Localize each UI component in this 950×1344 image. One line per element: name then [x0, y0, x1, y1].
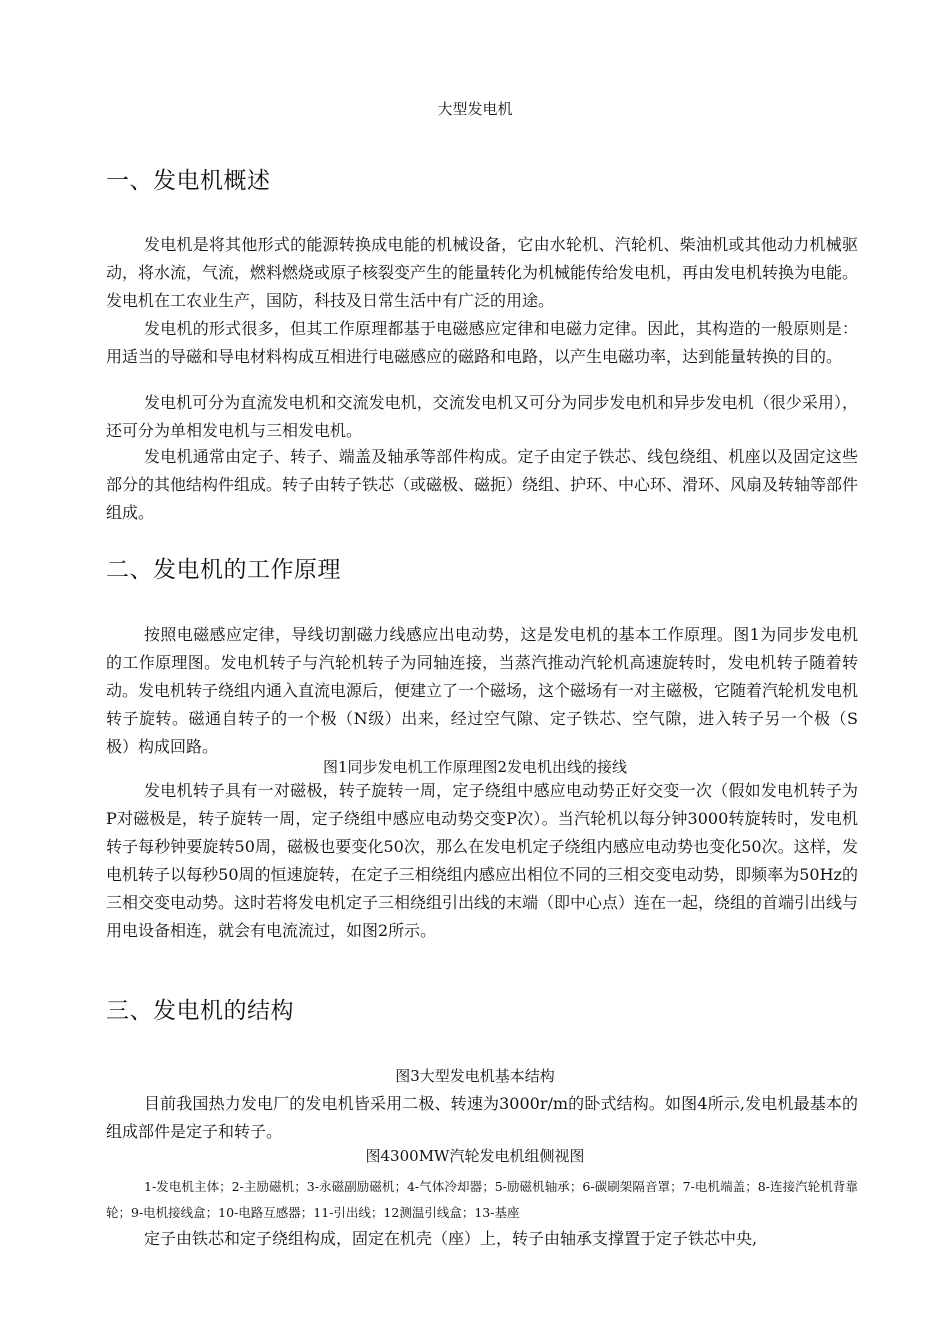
paragraph-overview-definition: 发电机是将其他形式的能源转换成电能的机械设备，它由水轮机、汽轮机、柴油机或其他动力机械驱动，将水流，气流，燃料燃烧或原子核裂变产生的能量转化为机械能传给发电机，再由发电机转换为电能。发电机在工农业生产，国防，科技及日常生活中有广泛的用途。	[106, 235, 859, 310]
figure-caption-1-2: 图1同步发电机工作原理图2发电机出线的接线	[322, 758, 628, 776]
paragraph-structure-intro: 目前我国热力发电厂的发电机皆采用二极、转速为3000r/m的卧式结构。如图4所示,发电机最基本的组成部件是定子和转子。	[106, 1094, 858, 1141]
paragraph-working-principle: 按照电磁感应定律，导线切割磁力线感应出电动势，这是发电机的基本工作原理。图1为同步发电机的工作原理图。发电机转子与汽轮机转子为同轴连接，当蒸汽推动汽轮机高速旋转时，发电机转子随着转动。发电机转子绕组内通入直流电源后，便建立了一个磁场，这个磁场有一对主磁极，它随着汽轮机发电机转子旋转。磁通自转子的一个极（N级）出来，经过空气隙、定子铁芯、空气隙，进入转子另一个极（S极）构成回路。	[106, 625, 859, 756]
section-heading-overview: 一、发电机概述	[106, 168, 271, 194]
section-heading-working-principle: 二、发电机的工作原理	[106, 557, 341, 583]
section-heading-structure: 三、发电机的结构	[106, 998, 294, 1024]
paragraph-rotor-poles: 发电机转子具有一对磁极，转子旋转一周，定子绕组中感应电动势正好交变一次（假如发电机转子为P对磁极是，转子旋转一周，定子绕组中感应电动势交变P次）。当汽轮机以每分钟3000转旋转时，发电机转子每秒钟要旋转50周，磁极也要变化50次，那么在发电机定子绕组内感应电动势也变化50次。这样，发电机转子以每秒50周的恒速旋转，在定子三相绕组内感应出相位不同的三相交变电动势，即频率为50Hz的三相交变电动势。这时若将发电机定子三相绕组引出线的末端（即中心点）连在一起，绕组的首端引出线与用电设备相连，就会有电流流过，如图2所示。	[106, 781, 859, 940]
paragraph-stator-rotor: 定子由铁芯和定子绕组构成，固定在机壳（座）上，转子由轴承支撑置于定子铁芯中央,	[144, 1229, 758, 1248]
figure-caption-4: 图4300MW汽轮发电机组侧视图	[365, 1147, 585, 1165]
paragraph-overview-types: 发电机可分为直流发电机和交流发电机，交流发电机又可分为同步发电机和异步发电机（很少采用），还可分为单相发电机与三相发电机。	[106, 393, 858, 440]
paragraph-overview-principle: 发电机的形式很多，但其工作原理都基于电磁感应定律和电磁力定律。因此，其构造的一般原则是：用适当的导磁和导电材料构成互相进行电磁感应的磁路和电路，以产生电磁功率，达到能量转换的目的。	[106, 319, 858, 366]
figure-caption-3: 图3大型发电机基本结构	[395, 1067, 555, 1085]
figure-4-legend: 1-发电机主体；2-主励磁机；3-永磁副励磁机；4-气体冷却器；5-励磁机轴承；6-碳刷架隔音罩；7-电机端盖；8-连接汽轮机背靠轮；9-电机接线盒；10-电路互感器；11-引出线；12测温引线盒；13-基座	[106, 1179, 858, 1220]
document-title: 大型发电机	[437, 100, 513, 118]
paragraph-overview-components: 发电机通常由定子、转子、端盖及轴承等部件构成。定子由定子铁芯、线包绕组、机座以及固定这些部分的其他结构件组成。转子由转子铁芯（或磁极、磁扼）绕组、护环、中心环、滑环、风扇及转轴等部件组成。	[106, 447, 859, 522]
